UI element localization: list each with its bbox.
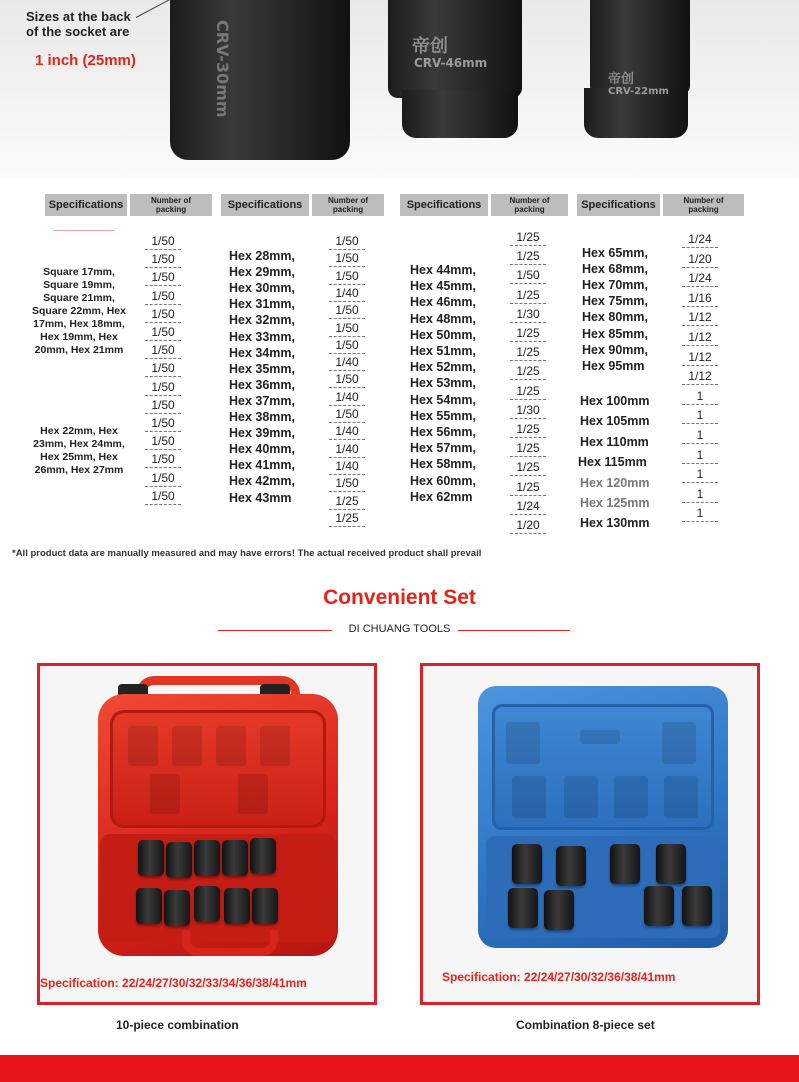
socket-piece [138,840,164,876]
packing-cell: 1/25 [510,230,546,246]
socket-piece [136,888,162,924]
case-slot [216,726,246,766]
packing-cell: 1/50 [145,270,181,286]
header-specifications: Specifications [400,194,488,216]
packing-cell: 1/50 [145,361,181,377]
packing-cell: 1/40 [329,442,365,458]
socket-piece [644,886,674,926]
case-slot [662,722,696,764]
case-slot [150,774,180,814]
socket-piece [544,890,574,930]
packing-cell: 1/20 [510,518,546,534]
packing-cell: 1/12 [682,369,718,385]
spec-cell: Hex 110mm [580,434,649,449]
spec-cell: Hex 65mm, [582,246,649,260]
spec-cell: Hex 50mm, [410,327,477,342]
header-number-line-1: Number of [151,196,191,205]
header-specifications: Specifications [45,194,127,216]
packing-cell: 1/24 [510,499,546,515]
header-number-line-2: packing [688,205,719,214]
packing-cell: 1/50 [145,307,181,323]
packing-cell: 1/25 [510,249,546,265]
header-number-line-1: Number of [683,196,724,205]
disclaimer-note: *All product data are manually measured and may have errors! The actual received product shall prevail [12,548,482,559]
case-slot [580,730,620,744]
case-slot [238,774,268,814]
case-slot [506,722,540,764]
set-8-label: Combination 8-piece set [516,1018,655,1032]
socket-piece [682,886,712,926]
spec-cell: Hex 37mm, [229,393,296,408]
packing-cell: 1/50 [145,452,181,468]
packing-cell: 1/25 [510,364,546,380]
spec-cell: Hex 40mm, [229,442,296,457]
case-lid [110,710,326,828]
packing-cell: 1/25 [510,384,546,400]
packing-cell: 1/50 [145,471,181,487]
socket-piece [194,886,220,922]
size-callout: 1 inch (25mm) [35,52,136,69]
header-number-line-2: packing [514,205,545,214]
case-tray [486,836,720,938]
spec-cell: Hex 70mm, [582,278,649,293]
engraving-2: CRV-46mm [414,56,488,70]
brand-subtitle: DI CHUANG TOOLS [348,623,451,635]
packing-cell: 1/12 [682,330,718,346]
blue-case [478,686,728,948]
packing-cell: 1/50 [329,234,365,250]
spec-cell: Hex 75mm, [582,294,649,309]
packing-cell: 1/50 [329,269,365,285]
packing-cell: 1 [682,428,718,444]
socket-piece [656,844,686,884]
socket-large [170,0,350,160]
case-front-handle [182,930,278,956]
spec-cell: Hex 31mm, [229,297,296,312]
footer-bar [0,1055,799,1082]
packing-cell: 1/50 [329,338,365,354]
packing-cell: 1/25 [510,480,546,496]
spec-cell: Hex 51mm, [410,344,477,358]
packing-cell: 1/50 [145,234,181,250]
packing-cell: 1/50 [145,398,181,414]
header-number-line-2: packing [332,205,364,214]
spec-cell: Hex 120mm [580,475,650,490]
case-slot [512,776,546,818]
packing-cell: 1/50 [145,434,181,450]
socket-medium-drive [402,90,518,138]
set-8-frame [420,663,760,1005]
packing-cell: 1/50 [329,321,365,337]
engraving-3-brand: 帝创 [608,72,635,87]
spec-cell: Hex 29mm, [229,265,296,280]
packing-cell: 1 [682,467,718,483]
spec-cell: Hex 42mm, [229,474,296,489]
engraving-2-brand: 帝创 [412,36,448,57]
socket-piece [512,844,542,884]
spec-cell: Hex 33mm, [229,329,296,344]
spec-cell: Hex 68mm, [582,262,649,277]
packing-cell: 1/30 [510,307,546,323]
spec-cell: Hex 30mm, [229,281,296,296]
spec-cell: Hex 35mm, [229,361,296,376]
spec-cell: Hex 58mm, [410,457,477,472]
header-number-of-packing [312,194,384,216]
spec-cell: Hex 48mm, [410,311,477,326]
spec-cell: Hex 100mm [580,394,650,408]
spec-cell: Hex 43mm [229,490,292,505]
set-10-frame [37,663,377,1005]
header-number-line-2: packing [155,205,187,214]
packing-cell: 1/20 [682,252,718,268]
spec-cell: Hex 54mm, [410,392,477,407]
packing-cell: 1/25 [510,441,546,457]
socket-small [590,0,690,94]
packing-cell: 1/50 [329,372,365,388]
socket-piece [556,846,586,886]
divider [53,230,115,231]
engraving-3: CRV-22mm [608,86,669,97]
case-tray [100,834,336,942]
socket-medium [388,0,522,98]
header-number-line-1: Number of [509,196,550,205]
packing-cell: 1/50 [329,476,365,492]
spec-cell: Hex 90mm, [582,342,649,357]
spec-cell: Hex 46mm, [410,295,477,310]
case-slot [664,776,698,818]
spec-cell: Hex 55mm, [410,408,477,423]
spec-cell: Hex 60mm, [410,473,477,488]
spec-cell: Hex 105mm [580,414,650,429]
socket-piece [508,888,538,928]
engraving-1: CRV-30mm [213,20,232,118]
spec-cell: Hex 95mm [582,358,645,373]
spec-cell: Hex 53mm, [410,376,477,391]
socket-piece [164,890,190,926]
spec-cell: Hex 38mm, [229,410,296,424]
spec-cell: Hex 57mm, [410,441,477,456]
case-slot [172,726,202,766]
packing-cell: 1/25 [510,326,546,342]
packing-cell: 1/50 [145,380,181,396]
packing-cell: 1/50 [145,325,181,341]
packing-cell: 1/25 [329,494,365,510]
socket-piece [252,888,278,924]
packing-cell: 1/25 [510,460,546,476]
spec-cell: Hex 125mm [580,496,650,510]
packing-cell: 1/50 [145,343,181,359]
packing-cell: 1/25 [329,511,365,527]
packing-cell: 1/25 [510,422,546,438]
packing-cell: 1/25 [510,288,546,304]
packing-cell: 1/50 [145,289,181,305]
spec-caption-8: Specification: 22/24/27/30/32/36/38/41mm [442,970,676,984]
spec-cell: Hex 115mm [578,455,647,470]
spec-cell: Hex 130mm [580,516,650,531]
spec-cell: Hex 62mm [410,489,473,504]
socket-piece [194,840,220,876]
packing-cell: 1/30 [510,403,546,419]
case-slot [614,776,648,818]
packing-cell: 1/50 [145,416,181,432]
spec-cell: Hex 36mm, [229,377,296,392]
spec-caption-10: Specification: 22/24/27/30/32/33/34/36/38/41mm [40,976,307,990]
red-case [98,694,338,956]
packing-cell: 1/50 [510,268,546,284]
packing-cell: 1/24 [682,232,718,248]
spec-cell: Hex 80mm, [582,310,649,325]
socket-piece [222,840,248,876]
spec-group-1: Square 17mm, Square 19mm, Square 21mm, Square 22mm, Hex 17mm, Hex 18mm, Hex 19mm, Hex 20mm, Hex 21mm [32,266,126,356]
spec-cell: Hex 28mm, [229,249,296,263]
set-10-label: 10-piece combination [116,1018,239,1032]
case-slot [564,776,598,818]
spec-cell: Hex 44mm, [410,263,477,277]
spec-cell: Hex 52mm, [410,360,477,375]
case-slot [128,726,158,766]
packing-cell: 1/40 [329,355,365,371]
packing-cell: 1/50 [145,252,181,268]
spec-cell: Hex 56mm, [410,425,477,439]
spec-cell: Hex 34mm, [229,345,296,360]
spec-cell: Hex 39mm, [229,426,296,441]
packing-cell: 1/16 [682,291,718,307]
packing-cell: 1/40 [329,286,365,302]
header-number-line-1: Number of [328,196,368,205]
spec-cell: Hex 32mm, [229,313,296,328]
socket-piece [250,838,276,874]
size-note: Sizes at the back of the socket are [26,9,131,39]
set-title: Convenient Set [323,586,476,609]
header-number-of-packing [663,194,744,216]
packing-cell: 1 [682,389,718,405]
header-number-of-packing [130,194,212,216]
socket-piece [610,844,640,884]
packing-cell: 1/50 [329,303,365,319]
packing-cell: 1/12 [682,310,718,326]
packing-cell: 1 [682,408,718,424]
packing-cell: 1/50 [329,251,365,267]
packing-cell: 1/24 [682,271,718,287]
spec-cell: Hex 41mm, [229,458,296,473]
packing-cell: 1 [682,448,718,464]
packing-cell: 1/40 [329,459,365,475]
spec-cell: Hex 45mm, [410,279,477,294]
socket-piece [224,888,250,924]
case-lid [492,704,714,830]
packing-cell: 1/50 [145,489,181,505]
packing-cell: 1/40 [329,390,365,406]
packing-cell: 1/40 [329,424,365,440]
spec-cell: Hex 85mm, [582,326,649,341]
packing-cell: 1/12 [682,350,718,366]
header-specifications: Specifications [577,194,660,216]
packing-cell: 1 [682,506,718,522]
packing-cell: 1 [682,487,718,503]
spec-group-2: Hex 22mm, Hex 23mm, Hex 24mm, Hex 25mm, Hex 26mm, Hex 27mm [33,425,125,476]
header-specifications: Specifications [221,194,309,216]
socket-photo [0,0,799,178]
socket-piece [166,842,192,878]
packing-cell: 1/50 [329,407,365,423]
header-number-of-packing [491,194,568,216]
case-slot [260,726,290,766]
packing-cell: 1/25 [510,345,546,361]
